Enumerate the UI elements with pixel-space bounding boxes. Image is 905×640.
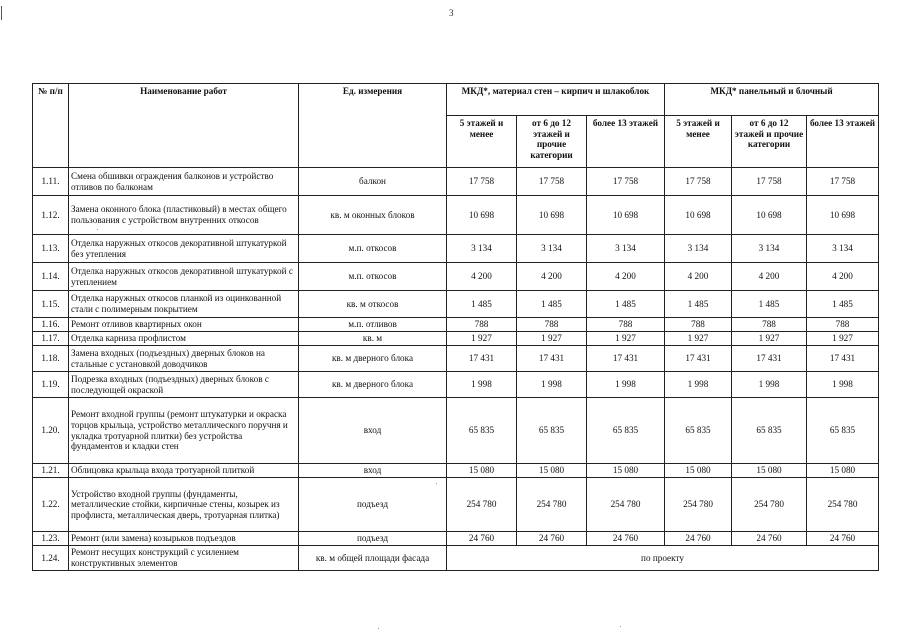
- price-cell: 1 485: [517, 291, 587, 318]
- scan-speck: [97, 229, 98, 230]
- price-cell: 17 758: [587, 168, 665, 196]
- row-number: 1.20.: [33, 398, 69, 464]
- unit: кв. м откосов: [299, 291, 447, 318]
- price-cell: 254 780: [665, 478, 732, 532]
- page-number: 3: [449, 8, 454, 18]
- price-cell: 254 780: [732, 478, 807, 532]
- price-cell: 65 835: [732, 398, 807, 464]
- work-name: Отделка наружных откосов планкой из оцинкованной стали с полимерным покрытием: [69, 291, 299, 318]
- price-cell: 1 927: [807, 332, 879, 346]
- header-number: № п/п: [33, 84, 69, 168]
- price-cell: 15 080: [517, 464, 587, 478]
- price-cell: 65 835: [517, 398, 587, 464]
- price-cell: 24 760: [807, 532, 879, 546]
- work-name: Ремонт (или замена) козырьков подъездов: [69, 532, 299, 546]
- unit: кв. м: [299, 332, 447, 346]
- work-name: Замена входных (подъездных) дверных блоков на стальные с установкой доводчиков: [69, 346, 299, 372]
- price-cell: 24 760: [732, 532, 807, 546]
- price-cell: 4 200: [665, 263, 732, 291]
- header-group-panel: МКД* панельный и блочный: [665, 84, 879, 116]
- table-row: [33, 168, 879, 196]
- price-cell: 10 698: [732, 196, 807, 235]
- price-cell: 15 080: [807, 464, 879, 478]
- unit: вход: [299, 464, 447, 478]
- table-row: [33, 346, 879, 372]
- price-cell: 4 200: [807, 263, 879, 291]
- price-cell: 17 431: [447, 346, 517, 372]
- price-cell: 15 080: [732, 464, 807, 478]
- unit: подъезд: [299, 478, 447, 532]
- price-cell: 17 758: [517, 168, 587, 196]
- price-cell: 1 485: [665, 291, 732, 318]
- price-cell: 24 760: [447, 532, 517, 546]
- header-unit: Ед. измерения: [299, 84, 447, 168]
- price-cell: 17 431: [807, 346, 879, 372]
- subheader-panel-6-12-floors: от 6 до 12 этажей и прочие категории: [732, 116, 807, 168]
- table-row: [33, 318, 879, 332]
- price-cell: 788: [447, 318, 517, 332]
- price-cell: 3 134: [732, 235, 807, 263]
- price-cell: 17 431: [587, 346, 665, 372]
- row-number: 1.12.: [33, 196, 69, 235]
- table-row: [33, 196, 879, 235]
- subheader-panel-5-floors: 5 этажей и менее: [665, 116, 732, 168]
- row-number: 1.21.: [33, 464, 69, 478]
- price-cell: 788: [665, 318, 732, 332]
- price-cell: 65 835: [665, 398, 732, 464]
- price-cell: 3 134: [447, 235, 517, 263]
- table-row: [33, 372, 879, 398]
- price-cell: 1 927: [587, 332, 665, 346]
- price-cell: 24 760: [517, 532, 587, 546]
- price-cell: 1 485: [732, 291, 807, 318]
- price-cell: 65 835: [447, 398, 517, 464]
- price-table: [32, 83, 879, 571]
- price-cell: 4 200: [732, 263, 807, 291]
- price-cell: 65 835: [807, 398, 879, 464]
- row-number: 1.19.: [33, 372, 69, 398]
- price-cell: 1 998: [447, 372, 517, 398]
- table-body: [33, 168, 879, 571]
- table-row: [33, 532, 879, 546]
- price-cell: 1 927: [665, 332, 732, 346]
- price-cell: 254 780: [447, 478, 517, 532]
- price-cell: 1 998: [732, 372, 807, 398]
- work-name: Устройство входной группы (фундаменты, металлические стойки, кирпичные стены, козырек из профлиста, металлическая дверь, тротуарная плитка): [69, 478, 299, 532]
- subheader-panel-13-floors: более 13 этажей: [807, 116, 879, 168]
- price-cell: 17 758: [665, 168, 732, 196]
- unit: кв. м дверного блока: [299, 346, 447, 372]
- price-cell: 1 485: [587, 291, 665, 318]
- price-cell: 10 698: [517, 196, 587, 235]
- price-cell: 17 431: [517, 346, 587, 372]
- price-cell: 1 485: [447, 291, 517, 318]
- price-cell: 788: [517, 318, 587, 332]
- price-cell: 17 431: [665, 346, 732, 372]
- row-number: 1.11.: [33, 168, 69, 196]
- price-cell: 1 998: [587, 372, 665, 398]
- table-row: [33, 546, 879, 571]
- scan-margin-mark: [1, 6, 4, 20]
- price-cell: 10 698: [807, 196, 879, 235]
- work-name: Облицовка крыльца входа тротуарной плиткой: [69, 464, 299, 478]
- price-cell: 1 927: [447, 332, 517, 346]
- row-number: 1.13.: [33, 235, 69, 263]
- subheader-brick-6-12-floors: от 6 до 12 этажей и прочие категории: [517, 116, 587, 168]
- unit: м.п. откосов: [299, 235, 447, 263]
- work-name: Отделка наружных откосов декоративной штукатуркой с утеплением: [69, 263, 299, 291]
- price-cell: 24 760: [665, 532, 732, 546]
- unit: кв. м оконных блоков: [299, 196, 447, 235]
- header-group-brick: МКД*, материал стен – кирпич и шлакоблок: [447, 84, 665, 116]
- table-row: [33, 478, 879, 532]
- subheader-brick-13-floors: более 13 этажей: [587, 116, 665, 168]
- price-cell: 788: [587, 318, 665, 332]
- subheader-brick-5-floors: 5 этажей и менее: [447, 116, 517, 168]
- unit: кв. м дверного блока: [299, 372, 447, 398]
- unit: м.п. отливов: [299, 318, 447, 332]
- row-number: 1.14.: [33, 263, 69, 291]
- table-row: [33, 235, 879, 263]
- unit: балкон: [299, 168, 447, 196]
- table-row: [33, 263, 879, 291]
- unit: м.п. откосов: [299, 263, 447, 291]
- price-cell: 788: [732, 318, 807, 332]
- price-cell: 3 134: [587, 235, 665, 263]
- work-name: Ремонт несущих конструкций с усилением конструктивных элементов: [69, 546, 299, 571]
- price-cell: 788: [807, 318, 879, 332]
- price-cell: 17 758: [447, 168, 517, 196]
- work-name: Подрезка входных (подъездных) дверных блоков с последующей окраской: [69, 372, 299, 398]
- price-by-project: по проекту: [447, 546, 879, 571]
- price-cell: 10 698: [447, 196, 517, 235]
- row-number: 1.17.: [33, 332, 69, 346]
- table-row: [33, 398, 879, 464]
- price-cell: 3 134: [807, 235, 879, 263]
- price-cell: 4 200: [587, 263, 665, 291]
- header-work-name: Наименование работ: [69, 84, 299, 168]
- price-cell: 24 760: [587, 532, 665, 546]
- row-number: 1.24.: [33, 546, 69, 571]
- price-cell: 15 080: [665, 464, 732, 478]
- price-cell: 65 835: [587, 398, 665, 464]
- table-row: [33, 464, 879, 478]
- row-number: 1.22.: [33, 478, 69, 532]
- scan-speck: [378, 628, 379, 629]
- price-cell: 17 758: [807, 168, 879, 196]
- price-cell: 1 927: [517, 332, 587, 346]
- row-number: 1.15.: [33, 291, 69, 318]
- price-cell: 4 200: [447, 263, 517, 291]
- price-cell: 10 698: [665, 196, 732, 235]
- scan-speck: [436, 483, 437, 484]
- table-row: [33, 332, 879, 346]
- row-number: 1.23.: [33, 532, 69, 546]
- work-name: Ремонт отливов квартирных окон: [69, 318, 299, 332]
- price-cell: 17 758: [732, 168, 807, 196]
- scan-speck: [620, 626, 621, 627]
- price-cell: 254 780: [807, 478, 879, 532]
- price-cell: 17 431: [732, 346, 807, 372]
- row-number: 1.16.: [33, 318, 69, 332]
- price-cell: 1 998: [665, 372, 732, 398]
- price-cell: 254 780: [517, 478, 587, 532]
- unit: вход: [299, 398, 447, 464]
- price-cell: 1 998: [517, 372, 587, 398]
- price-cell: 4 200: [517, 263, 587, 291]
- price-cell: 1 998: [807, 372, 879, 398]
- table-row: [33, 291, 879, 318]
- price-cell: 1 927: [732, 332, 807, 346]
- unit: подъезд: [299, 532, 447, 546]
- work-name: Смена обшивки ограждения балконов и устройство отливов по балконам: [69, 168, 299, 196]
- work-name: Замена оконного блока (пластиковый) в местах общего пользования с устройством внутренних откосов: [69, 196, 299, 235]
- price-cell: 15 080: [447, 464, 517, 478]
- work-name: Ремонт входной группы (ремонт штукатурки и окраска торцов крыльца, устройство металлического поручня и укладка тротуарной плитки) без устройства фундаментов и кладки стен: [69, 398, 299, 464]
- price-cell: 15 080: [587, 464, 665, 478]
- price-cell: 254 780: [587, 478, 665, 532]
- row-number: 1.18.: [33, 346, 69, 372]
- work-name: Отделка наружных откосов декоративной штукатуркой без утепления: [69, 235, 299, 263]
- work-name: Отделка карниза профлистом: [69, 332, 299, 346]
- price-cell: 3 134: [517, 235, 587, 263]
- unit: кв. м общей площади фасада: [299, 546, 447, 571]
- price-cell: 3 134: [665, 235, 732, 263]
- price-cell: 1 485: [807, 291, 879, 318]
- price-cell: 10 698: [587, 196, 665, 235]
